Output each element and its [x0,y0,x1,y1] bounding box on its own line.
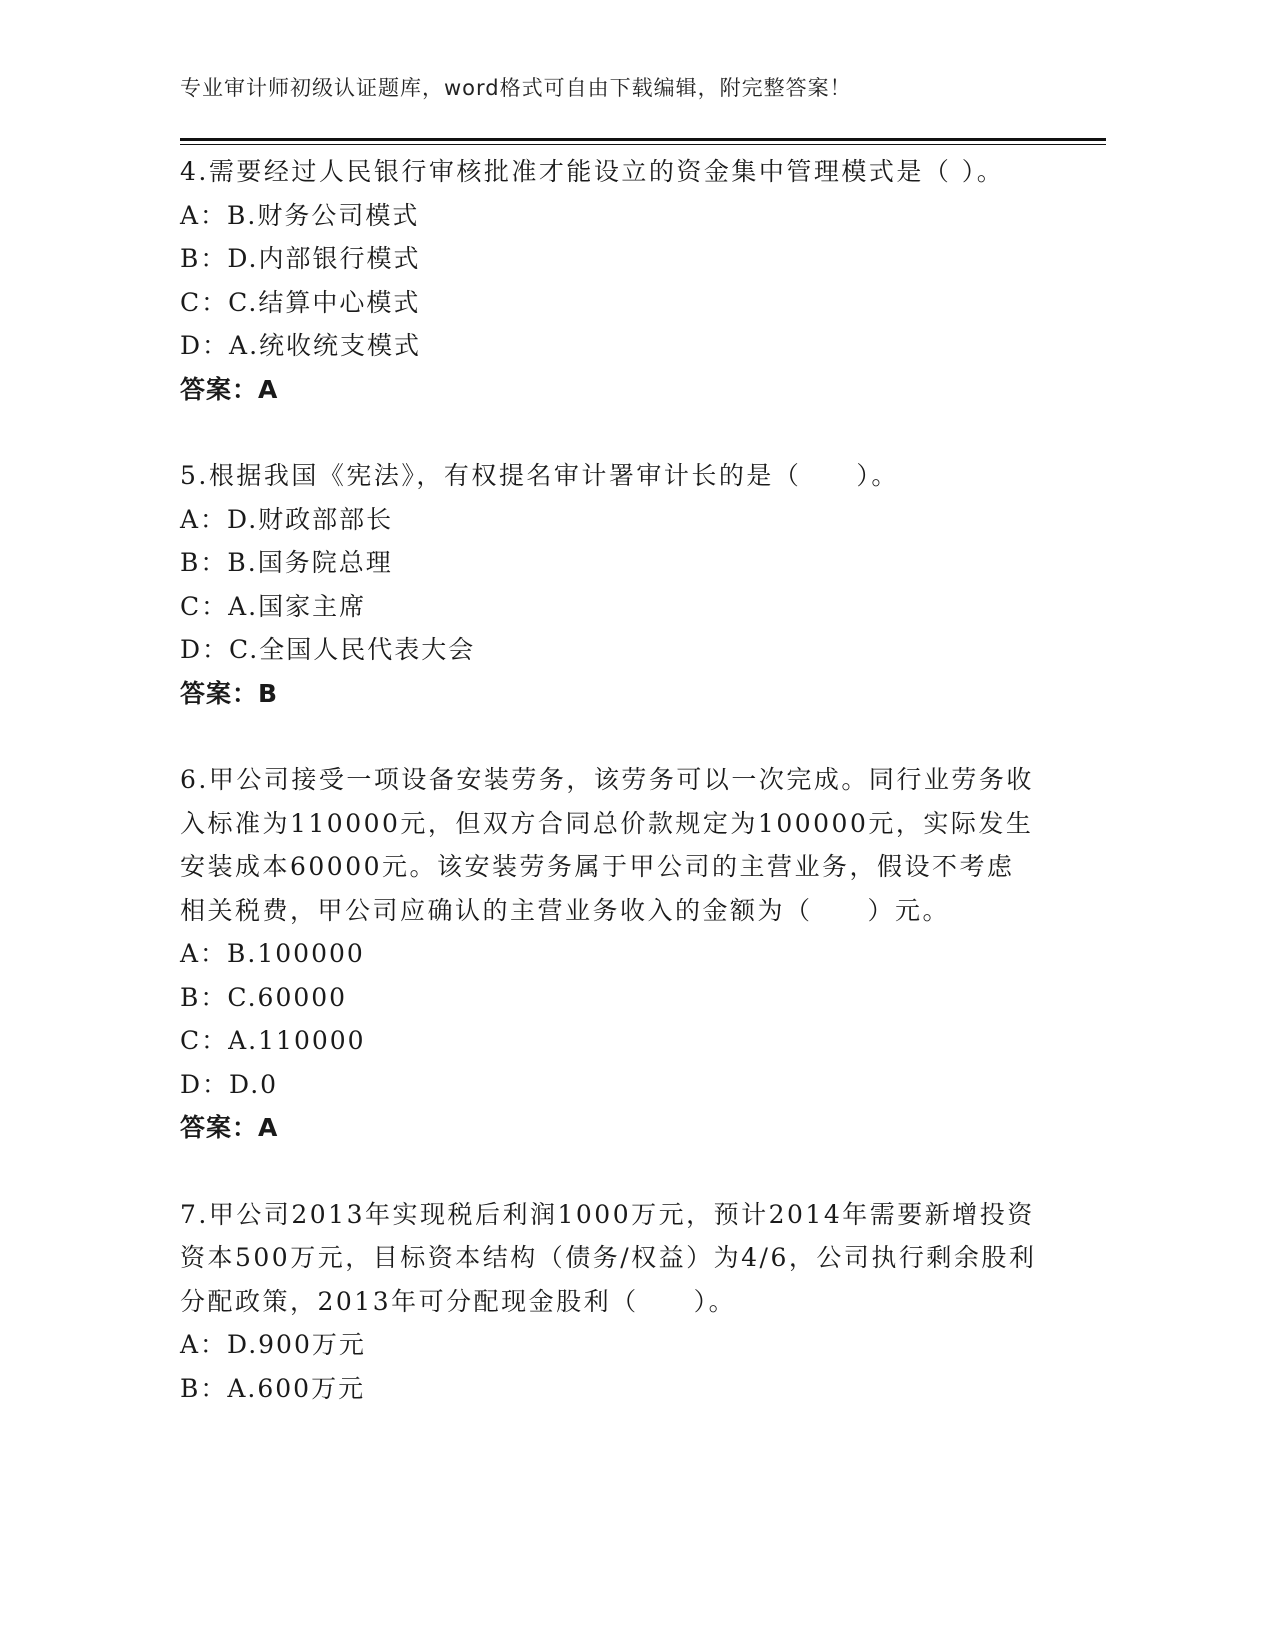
answer: 答案：B [180,678,279,708]
question-7 [180,1193,1040,1411]
document-header: 专业审计师初级认证题库，word格式可自由下载编辑，附完整答案！ [180,76,852,100]
option-b: B：D.内部银行模式 [180,244,421,273]
option-a: A：B.100000 [180,939,365,968]
question-5 [180,454,1040,715]
header-rule-thick [180,138,1106,141]
option-c: C：A.国家主席 [180,591,367,621]
option-a: A：B.财务公司模式 [180,200,420,230]
option-b: B：B.国务院总理 [180,548,393,577]
question-text: 4.需要经过人民银行审核批准才能设立的资金集中管理模式是（ ）。 [180,157,1005,186]
question-text: 6.甲公司接受一项设备安装劳务，该劳务可以一次完成。同行业劳务收入标准为110000元，但双方合同总价款规定为100000元，实际发生安装成本60000元。该安装劳务属于甲公司的主营业务，假设不考虑相关税费，甲公司应确认的主营业务收入的金额为（ ）元。 [180,765,1034,925]
option-d: D：A.统收统支模式 [180,331,422,360]
option-c: C：C.结算中心模式 [180,287,421,317]
question-text: 7.甲公司2013年实现税后利润1000万元，预计2014年需要新增投资资本500万元，目标资本结构（债务/权益）为4/6，公司执行剩余股利分配政策，2013年可分配现金股利（ ）。 [180,1199,1037,1316]
option-b: B：A.600万元 [180,1373,366,1403]
question-list [180,150,1040,1453]
question-4 [180,150,1040,411]
answer: 答案：A [180,1113,279,1142]
option-a: A：D.900万元 [180,1330,366,1359]
question-text: 5.根据我国《宪法》，有权提名审计署审计长的是（ ）。 [180,461,899,490]
option-d: D：D.0 [180,1069,279,1099]
option-d: D：C.全国人民代表大会 [180,635,476,664]
option-a: A：D.财政部部长 [180,504,394,534]
question-6 [180,758,1040,1150]
option-b: B：C.60000 [180,982,348,1012]
header-rule-thin [180,144,1106,145]
option-c: C：A.110000 [180,1026,366,1055]
answer: 答案：A [180,374,279,404]
